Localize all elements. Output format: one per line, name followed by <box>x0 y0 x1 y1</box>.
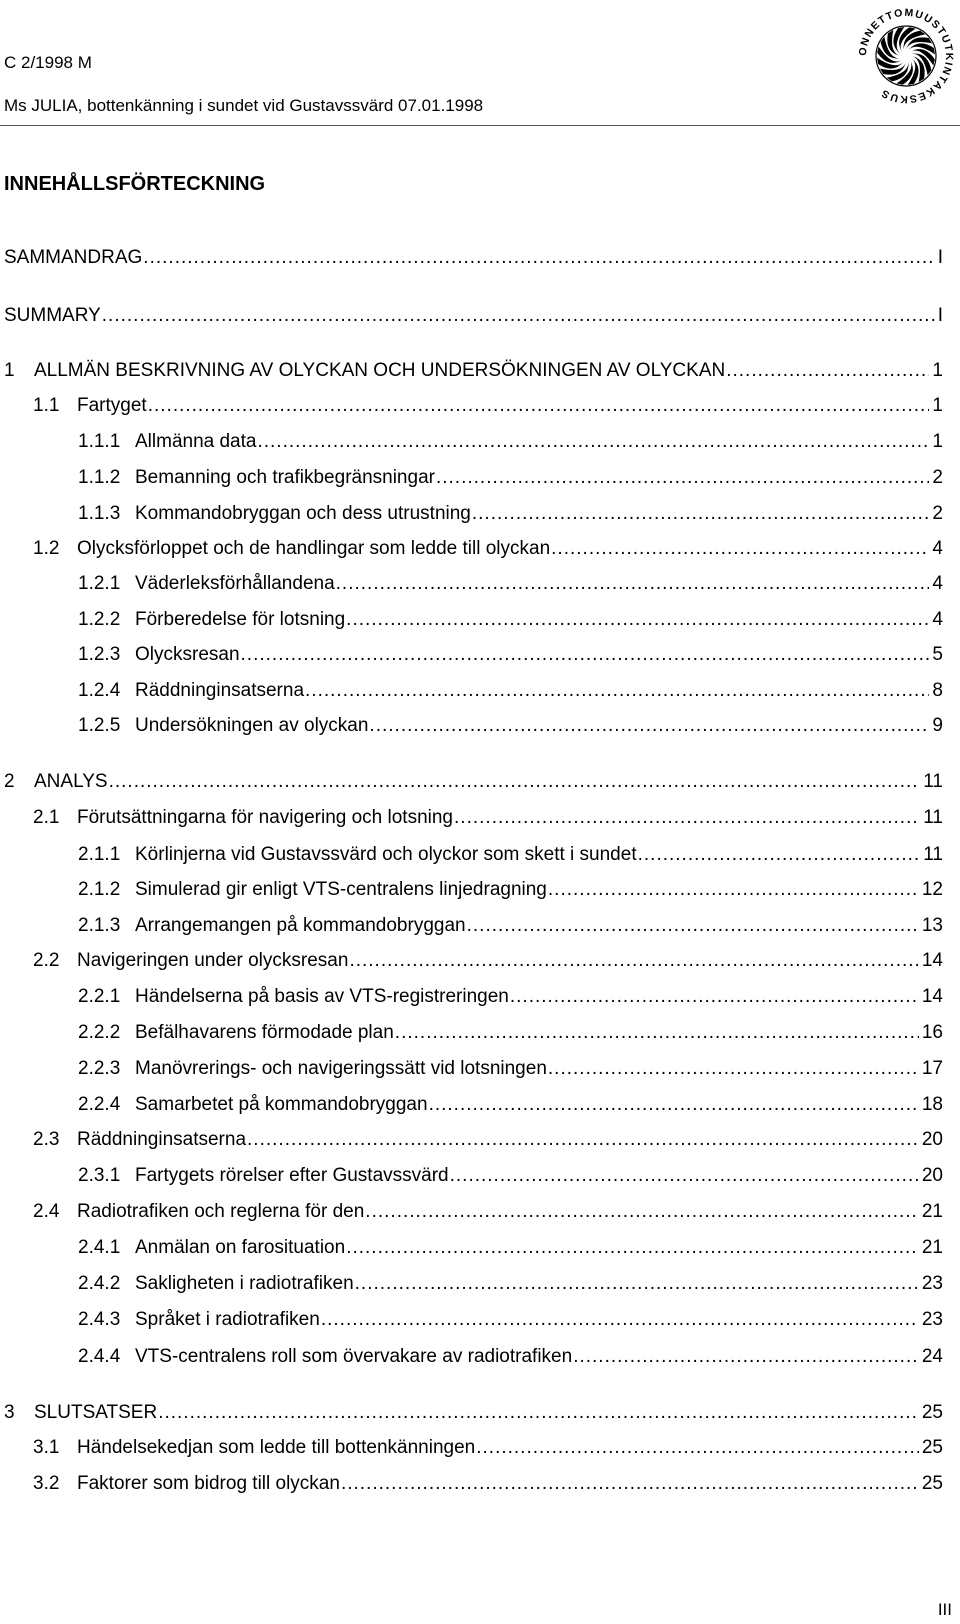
toc-entry-page: 9 <box>932 715 943 736</box>
toc-entry-page: 17 <box>921 1058 943 1079</box>
toc-entry-page: 23 <box>921 1273 943 1294</box>
dot-leader <box>395 1021 919 1045</box>
dot-leader <box>109 770 921 794</box>
dot-leader <box>476 1436 919 1460</box>
toc-entry-page: 1 <box>932 360 943 381</box>
toc-entry-title: Fartyget <box>77 395 147 416</box>
toc-entry-number: 3.2 <box>33 1473 60 1494</box>
dot-leader <box>158 1401 919 1425</box>
dot-leader <box>247 1128 919 1152</box>
toc-entry-number: 1 <box>4 360 15 381</box>
toc-entry-title: Anmälan on farosituation <box>135 1237 346 1258</box>
toc-entry-page: 5 <box>932 644 943 665</box>
toc-entry[interactable] <box>78 608 943 632</box>
toc-entry[interactable] <box>78 466 943 490</box>
toc-entry-page: 25 <box>921 1473 943 1494</box>
toc-entry-number: 2.4.4 <box>78 1346 121 1367</box>
toc-entry-page: 12 <box>921 879 943 900</box>
toc-entry-title: SUMMARY <box>4 305 101 326</box>
toc-entry-title: Språket i radiotrafiken <box>135 1309 320 1330</box>
dot-leader <box>436 466 929 490</box>
toc-entry-number: 2.2 <box>33 950 60 971</box>
toc-entry[interactable] <box>78 502 943 526</box>
toc-entry-title: Sakligheten i radiotrafiken <box>135 1273 354 1294</box>
toc-entry[interactable] <box>78 643 943 667</box>
dot-leader <box>143 246 934 270</box>
toc-entry[interactable] <box>78 1021 943 1045</box>
toc-entry-page: 4 <box>932 538 943 559</box>
dot-leader <box>346 1236 919 1260</box>
toc-entry-title: ANALYS <box>34 771 108 792</box>
toc-entry-number: 2.2.2 <box>78 1022 121 1043</box>
toc-entry-page: 18 <box>921 1094 943 1115</box>
toc-entry[interactable] <box>78 878 943 902</box>
dot-leader <box>510 985 919 1009</box>
toc-entry-page: 2 <box>932 467 943 488</box>
toc-entry[interactable] <box>78 714 943 738</box>
toc-entry-number: 2.1.2 <box>78 879 121 900</box>
toc-entry-number: 2.1.3 <box>78 915 121 936</box>
toc-entry-page: 25 <box>921 1437 943 1458</box>
toc-entry-page: 2 <box>932 503 943 524</box>
toc-entry[interactable] <box>78 1308 943 1332</box>
toc-entry-title: Förberedelse för lotsning <box>135 609 346 630</box>
dot-leader <box>450 1164 919 1188</box>
dot-leader <box>548 1057 919 1081</box>
toc-entry-number: 1.1.2 <box>78 467 121 488</box>
toc-entry[interactable] <box>33 949 943 973</box>
document-id: C 2/1998 M <box>4 53 92 72</box>
dot-leader <box>336 572 930 596</box>
toc-entry-title: Befälhavarens förmodade plan <box>135 1022 394 1043</box>
toc-entry[interactable] <box>78 430 943 454</box>
toc-entry[interactable] <box>4 304 943 328</box>
toc-entry-number: 1.1 <box>33 395 60 416</box>
toc-entry-number: 2.1 <box>33 807 60 828</box>
toc-entry[interactable] <box>4 1401 943 1425</box>
toc-entry[interactable] <box>4 246 943 270</box>
toc-entry-title: ALLMÄN BESKRIVNING AV OLYCKAN OCH UNDERSÖKNINGEN AV OLYCKAN <box>34 360 726 381</box>
toc-entry[interactable] <box>78 843 943 867</box>
toc-entry-page: I <box>937 247 943 268</box>
toc-entry-page: 1 <box>932 431 943 452</box>
toc-entry[interactable] <box>78 572 943 596</box>
toc-entry-page: 1 <box>932 395 943 416</box>
toc-entry-title: Navigeringen under olycksresan <box>77 950 349 971</box>
toc-entry-title: Väderleksförhållandena <box>135 573 335 594</box>
toc-entry-title: Allmänna data <box>135 431 257 452</box>
toc-entry-number: 1.2.1 <box>78 573 121 594</box>
toc-entry[interactable] <box>33 1436 943 1460</box>
dot-leader <box>321 1308 919 1332</box>
toc-entry-page: 23 <box>921 1309 943 1330</box>
toc-entry-number: 1.2.2 <box>78 609 121 630</box>
toc-entry[interactable] <box>78 1093 943 1117</box>
dot-leader <box>102 304 935 328</box>
toc-entry-title: Arrangemangen på kommandobryggan <box>135 915 466 936</box>
toc-entry-title: Fartygets rörelser efter Gustavssvärd <box>135 1165 449 1186</box>
dot-leader <box>148 394 930 418</box>
toc-entry-number: 2.2.1 <box>78 986 121 1007</box>
toc-entry[interactable] <box>78 985 943 1009</box>
toc-entry[interactable] <box>33 537 943 561</box>
dot-leader <box>341 1472 919 1496</box>
toc-title: INNEHÅLLSFÖRTECKNING <box>4 173 266 195</box>
toc-entry-title: Händelserna på basis av VTS-registreringen <box>135 986 509 1007</box>
toc-entry-number: 1.2 <box>33 538 60 559</box>
dot-leader <box>369 714 929 738</box>
toc-entry-title: Olycksresan <box>135 644 240 665</box>
toc-entry-title: Manövrerings- och navigeringssätt vid lotsningen <box>135 1058 547 1079</box>
toc-entry-page: 8 <box>932 680 943 701</box>
toc-entry-page: 11 <box>923 771 943 792</box>
toc-entry-number: 2 <box>4 771 15 792</box>
toc-entry[interactable] <box>33 1200 943 1224</box>
toc-entry-number: 2.4.3 <box>78 1309 121 1330</box>
toc-entry-page: 11 <box>923 807 943 828</box>
document-subtitle: Ms JULIA, bottenkänning i sundet vid Gustavssvärd 07.01.1998 <box>4 96 484 115</box>
dot-leader <box>638 843 921 867</box>
toc-entry-number: 2.4.1 <box>78 1237 121 1258</box>
toc-entry[interactable] <box>78 679 943 703</box>
toc-entry-page: 4 <box>932 609 943 630</box>
toc-entry-page: 14 <box>921 986 943 1007</box>
toc-entry[interactable] <box>78 1272 943 1296</box>
dot-leader <box>429 1093 919 1117</box>
toc-entry-number: 1.2.5 <box>78 715 121 736</box>
toc-entry-title: VTS-centralens roll som övervakare av radiotrafiken <box>135 1346 573 1367</box>
toc-entry-number: 2.2.4 <box>78 1094 121 1115</box>
toc-entry-title: SAMMANDRAG <box>4 247 143 268</box>
toc-entry-title: Körlinjerna vid Gustavssvärd och olyckor som skett i sundet <box>135 844 637 865</box>
dot-leader <box>551 537 929 561</box>
dot-leader <box>454 806 920 830</box>
dot-leader <box>349 949 918 973</box>
toc-entry-page: 20 <box>921 1165 943 1186</box>
toc-entry-page: 21 <box>921 1237 943 1258</box>
dot-leader <box>467 914 919 938</box>
toc-entry[interactable] <box>78 1057 943 1081</box>
dot-leader <box>355 1272 919 1296</box>
toc-entry-title: Bemanning och trafikbegränsningar <box>135 467 435 488</box>
dot-leader <box>548 878 919 902</box>
toc-entry-page: 13 <box>921 915 943 936</box>
toc-entry-title: Kommandobryggan och dess utrustning <box>135 503 471 524</box>
toc-entry-title: Räddninginsatserna <box>135 680 305 701</box>
toc-entry[interactable] <box>78 914 943 938</box>
toc-entry-number: 1.1.3 <box>78 503 121 524</box>
toc-entry-page: 24 <box>921 1346 943 1367</box>
svg-text:ONNETTOMUUSTUTKINTAKESKUS: ONNETTOMUUSTUTKINTAKESKUS <box>856 6 956 106</box>
toc-entry[interactable] <box>33 806 943 830</box>
toc-entry-page: 25 <box>921 1402 943 1423</box>
toc-entry-number: 1.2.4 <box>78 680 121 701</box>
toc-entry-number: 2.4.2 <box>78 1273 121 1294</box>
toc-entry-number: 3 <box>4 1402 15 1423</box>
toc-entry-title: Händelsekedjan som ledde till bottenkänningen <box>77 1437 476 1458</box>
toc-entry-number: 3.1 <box>33 1437 60 1458</box>
dot-leader <box>726 359 929 383</box>
toc-entry-number: 2.2.3 <box>78 1058 121 1079</box>
toc-entry-page: I <box>937 305 943 326</box>
toc-entry-number: 1.2.3 <box>78 644 121 665</box>
dot-leader <box>573 1345 919 1369</box>
toc-entry-number: 2.4 <box>33 1201 60 1222</box>
dot-leader <box>305 679 929 703</box>
toc-entry[interactable] <box>78 1236 943 1260</box>
header-divider <box>0 125 960 126</box>
toc-entry[interactable] <box>4 770 943 794</box>
toc-entry[interactable] <box>78 1345 943 1369</box>
page-number: III <box>937 1600 952 1619</box>
toc-entry-page: 16 <box>921 1022 943 1043</box>
toc-entry-number: 2.3.1 <box>78 1165 121 1186</box>
toc-entry-title: Undersökningen av olyckan <box>135 715 369 736</box>
toc-entry-page: 14 <box>921 950 943 971</box>
dot-leader <box>365 1200 919 1224</box>
toc-entry-number: 1.1.1 <box>78 431 121 452</box>
dot-leader <box>346 608 929 632</box>
toc-entry[interactable] <box>33 1472 943 1496</box>
toc-entry-title: Samarbetet på kommandobryggan <box>135 1094 428 1115</box>
dot-leader <box>241 643 930 667</box>
dot-leader <box>257 430 929 454</box>
toc-entry-title: Förutsättningarna för navigering och lotsning <box>77 807 454 828</box>
toc-entry-title: Räddninginsatserna <box>77 1129 247 1150</box>
toc-entry[interactable] <box>78 1164 943 1188</box>
toc-entry-page: 4 <box>932 573 943 594</box>
toc-entry-page: 11 <box>923 844 943 865</box>
toc-entry-title: SLUTSATSER <box>34 1402 158 1423</box>
toc-entry[interactable] <box>33 394 943 418</box>
toc-entry-page: 21 <box>921 1201 943 1222</box>
seal-logo-icon <box>852 2 960 110</box>
toc-entry-number: 2.3 <box>33 1129 60 1150</box>
toc-entry-title: Olycksförloppet och de handlingar som ledde till olyckan <box>77 538 551 559</box>
dot-leader <box>472 502 930 526</box>
toc-entry[interactable] <box>33 1128 943 1152</box>
toc-entry-page: 20 <box>921 1129 943 1150</box>
toc-entry-title: Simulerad gir enligt VTS-centralens linjedragning <box>135 879 547 900</box>
toc-entry-title: Radiotrafiken och reglerna för den <box>77 1201 365 1222</box>
toc-entry[interactable] <box>4 359 943 383</box>
toc-entry-number: 2.1.1 <box>78 844 121 865</box>
toc-entry-title: Faktorer som bidrog till olyckan <box>77 1473 340 1494</box>
